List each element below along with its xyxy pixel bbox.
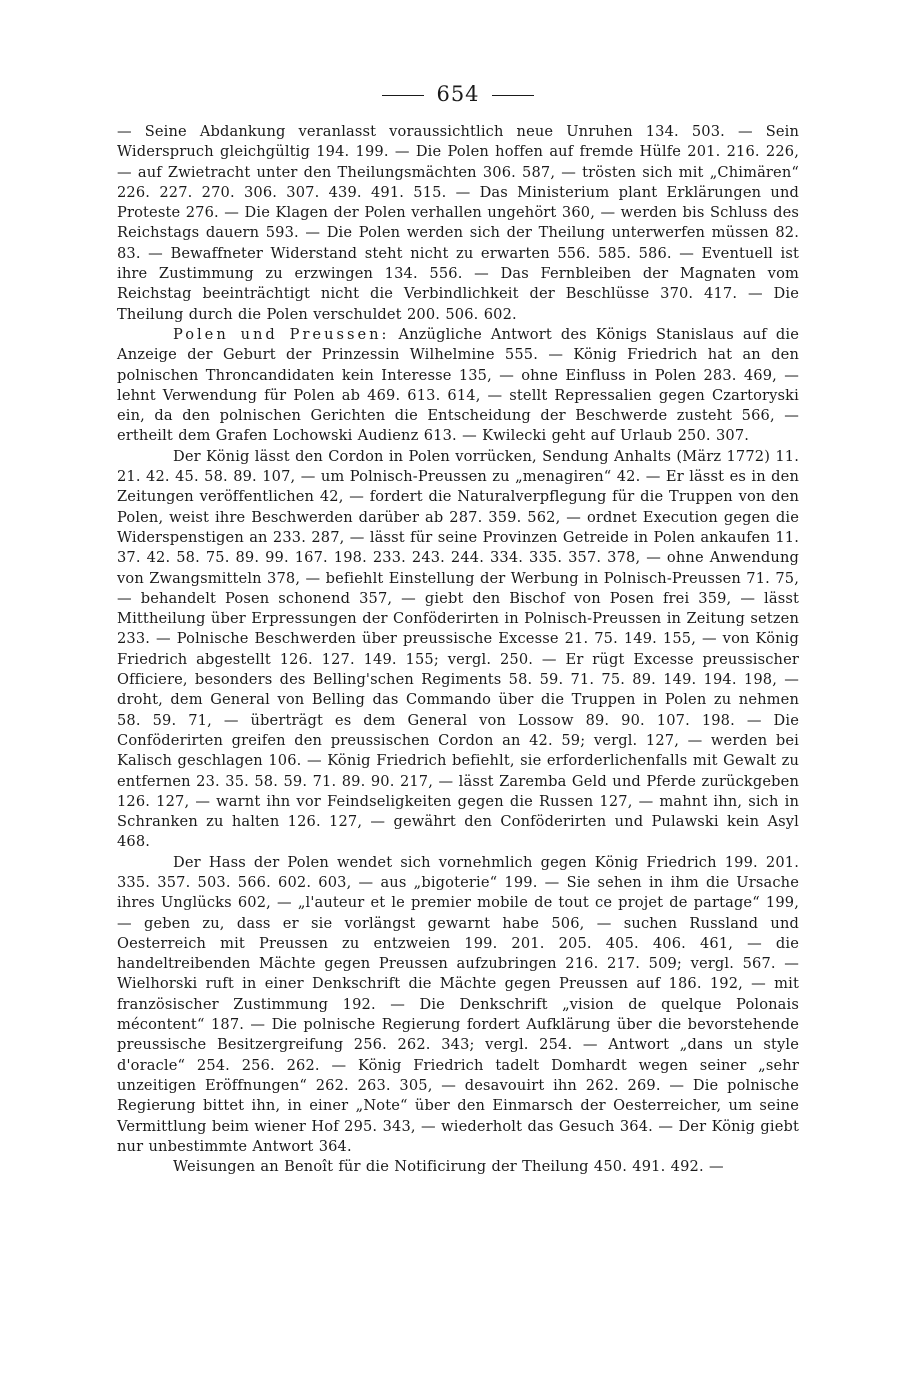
page-header bbox=[117, 80, 799, 108]
paragraph-1-text: — Seine Abdankung veranlasst voraussichtlich neue Unruhen 134. 503. — Sein Widerspruch gleichgültig 194. 199. — Die Polen hoffen auf fremde Hülfe 201. 216. 226, — auf Zwietracht unter den Theilungsmächten 306. 587, — trösten sich mit „Chimären“ 226. 227. 270. 306. 307. 439. 491. 515. — Das Ministerium plant Erklärungen und Proteste 276. — Die Klagen der Polen verhallen ungehört 360, — werden bis Schluss des Reichstags dauern 593. — Die Polen werden sich der Theilung unterwerfen müssen 82. 83. — Bewaffneter Widerstand steht nicht zu erwarten 556. 585. 586. — Eventuell ist ihre Zustimmung zu erzwingen 134. 556. — Das Fernbleiben der Magnaten vom Reichstag beeinträchtigt nicht die Verbindlichkeit der Beschlüsse 370. 417. — Die Theilung durch die Polen verschuldet 200. 506. 602. bbox=[117, 123, 799, 323]
paragraph-2-text: Anzügliche Antwort des Königs Stanislaus auf die Anzeige der Geburt der Prinzessin Wilhelmine 555. — König Friedrich hat an den polnischen Throncandidaten kein Interesse 135, — ohne Einfluss in Polen 283. 469, — lehnt Verwendung für Polen ab 469. 613. 614, — stellt Repressalien gegen Czartoryski ein, da den polnischen Gerichten die Entscheidung der Beschwerde zusteht 566, — ertheilt dem Grafen Lochowski Audienz 613. — Kwilecki geht auf Urlaub 250. 307. bbox=[117, 325, 799, 445]
paragraph-2-lead: Polen und Preussen: bbox=[173, 325, 390, 343]
paragraph-3-text: Der König lässt den Cordon in Polen vorrücken, Sendung Anhalts (März 1772) 11. 21. 42. 45. 58. 89. 107, — um Polnisch-Preussen zu „menagiren“ 42. — Er lässt es in den Zeitungen veröffentlichen 42, — fordert die Naturalverpflegung für die Truppen von den Polen, weist ihre Beschwerden darüber ab 287. 359. 562, — ordnet Execution gegen die Widerspenstigen an 233. 287, — lässt für seine Provinzen Getreide in Polen ankaufen 11. 37. 42. 58. 75. 89. 99. 167. 198. 233. 243. 244. 334. 335. 357. 378, — ohne Anwendung von Zwangsmitteln 378, — befiehlt Einstellung der Werbung in Polnisch-Preussen 71. 75, — behandelt Posen schonend 357, — giebt den Bischof von Posen frei 359, — lässt Mittheilung über Erpressungen der Conföderirten in Polnisch-Preussen in Zeitung setzen 233. — Polnische Beschwerden über preussische Excesse 21. 75. 149. 155, — von König Friedrich abgestellt 126. 127. 149. 155; vergl. 250. — Er rügt Excesse preussischer Officiere, besonders des Belling'schen Regiments 58. 59. 71. 75. 89. 149. 194. 198, — droht, dem General von Belling das Commando über die Truppen in Polen zu nehmen 58. 59. 71, — überträgt es dem General von Lossow 89. 90. 107. 198. — Die Conföderirten greifen den preussischen Cordon an 42. 59; vergl. 127, — werden bei Kalisch geschlagen 106. — König Friedrich befiehlt, sie erforderlichenfalls mit Gewalt zu entfernen 23. 35. 58. 59. 71. 89. 90. 217, — lässt Zaremba Geld und Pferde zurückgeben 126. 127, — warnt ihn vor Feindseligkeiten gegen die Russen 127, — mahnt ihn, sich in Schranken zu halten 126. 127, — gewährt den Conföderirten und Pulawski kein Asyl 468. bbox=[117, 447, 799, 851]
document-page bbox=[117, 80, 799, 1177]
paragraph-3 bbox=[117, 447, 799, 853]
paragraph-1 bbox=[117, 122, 799, 325]
page-number: 654 bbox=[436, 82, 480, 106]
paragraph-4 bbox=[117, 853, 799, 1157]
header-dash-right bbox=[492, 95, 534, 96]
header-dash-left bbox=[382, 95, 424, 96]
paragraph-2 bbox=[117, 325, 799, 447]
paragraph-4-text: Der Hass der Polen wendet sich vornehmlich gegen König Friedrich 199. 201. 335. 357. 503. 566. 602. 603, — aus „bigoterie“ 199. — Sie sehen in ihm die Ursache ihres Unglücks 602, — „l'auteur et le premier mobile de tout ce projet de partage“ 199, — geben zu, dass er sie vorlängst gewarnt habe 506, — suchen Russland und Oesterreich mit Preussen zu entzweien 199. 201. 205. 405. 406. 461, — die handeltreibenden Mächte gegen Preussen aufzubringen 216. 217. 509; vergl. 567. — Wielhorski ruft in einer Denkschrift die Mächte gegen Preussen auf 186. 192, — mit französischer Zustimmung 192. — Die Denkschrift „vision de quelque Polonais mécontent“ 187. — Die polnische Regierung fordert Aufklärung über die bevorstehende preussische Besitzergreifung 256. 262. 343; vergl. 254. — Antwort „dans un style d'oracle“ 254. 256. 262. — König Friedrich tadelt Domhardt wegen seiner „sehr unzeitigen Eröffnungen“ 262. 263. 305, — desavouirt ihn 262. 269. — Die polnische Regierung bittet ihn, in einer „Note“ über den Einmarsch der Oesterreicher, um seine Vermittlung beim wiener Hof 295. 343, — wiederholt das Gesuch 364. — Der König giebt nur unbestimmte Antwort 364. bbox=[117, 853, 799, 1155]
paragraph-5-text: Weisungen an Benoît für die Notificirung der Theilung 450. 491. 492. — bbox=[173, 1158, 724, 1176]
paragraph-5 bbox=[117, 1157, 799, 1177]
